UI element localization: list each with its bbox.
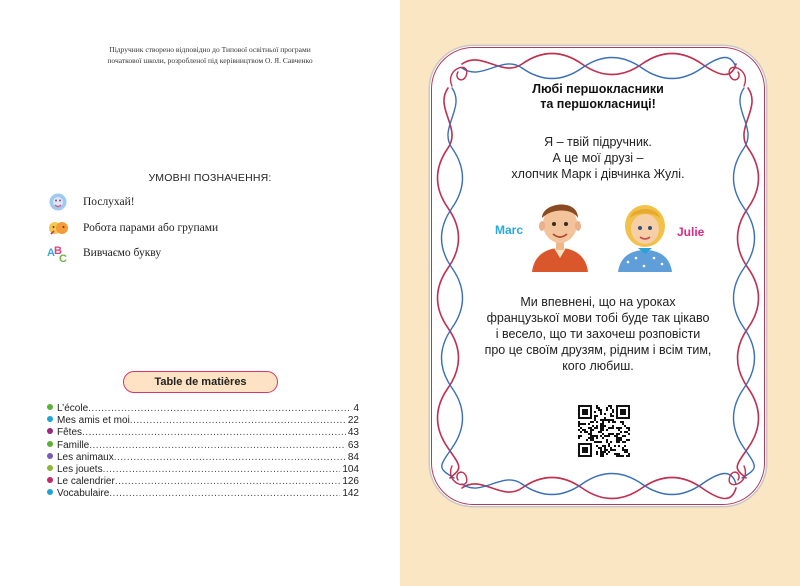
intro-line-1: Я – твій підручник. bbox=[544, 135, 652, 149]
legend-label-listen: Послухай! bbox=[83, 196, 135, 208]
julie-label: Julie bbox=[677, 225, 705, 239]
toc-item[interactable] bbox=[47, 476, 359, 488]
bullet-icon bbox=[47, 465, 53, 471]
pair-work-icon bbox=[47, 218, 69, 238]
card-greeting bbox=[432, 82, 764, 112]
toc-item-label: Mes amis et moi bbox=[57, 415, 130, 427]
toc-item-page: 43 bbox=[347, 427, 359, 439]
welcome-card bbox=[431, 47, 765, 505]
program-credits bbox=[40, 44, 380, 66]
marc-label: Marc bbox=[495, 223, 524, 237]
qr-code-icon[interactable] bbox=[578, 405, 630, 457]
toc-item[interactable] bbox=[47, 464, 359, 476]
intro-line-2: А це мої друзі – bbox=[552, 151, 644, 165]
toc-item[interactable] bbox=[47, 440, 359, 452]
legend-item-listen bbox=[47, 192, 135, 212]
body-line-2: французької мови тобі буде так цікаво bbox=[486, 311, 710, 325]
toc-item-page: 104 bbox=[342, 463, 359, 475]
svg-text:B: B bbox=[54, 245, 62, 257]
toc-leader-dots bbox=[88, 403, 351, 415]
table-of-contents bbox=[47, 403, 359, 501]
listen-icon bbox=[47, 192, 69, 212]
toc-item-page: 63 bbox=[347, 439, 359, 451]
body-line-3: і весело, що ти захочеш розповісти bbox=[495, 327, 701, 341]
legend-label-letters: Вивчаємо букву bbox=[83, 247, 162, 259]
card-intro bbox=[432, 134, 764, 182]
toc-item-page: 22 bbox=[347, 415, 359, 427]
card-title-line-1: Любі першокласники bbox=[532, 82, 664, 96]
toc-item-label: Vocabulaire bbox=[57, 488, 110, 500]
toc-item-label: Les animaux bbox=[57, 451, 114, 463]
toc-item[interactable] bbox=[47, 415, 359, 427]
toc-item[interactable] bbox=[47, 488, 359, 500]
toc-leader-dots bbox=[82, 427, 346, 439]
marc-illustration bbox=[528, 196, 592, 272]
toc-leader-dots bbox=[114, 452, 346, 464]
credits-line-2: початкової школи, розробленої під керівництвом О. Я. Савченко bbox=[107, 56, 313, 65]
card-title-line-2: та першокласниці! bbox=[540, 97, 656, 111]
bullet-icon bbox=[47, 428, 53, 434]
toc-item-page: 126 bbox=[342, 476, 359, 488]
bullet-icon bbox=[47, 453, 53, 459]
bullet-icon bbox=[47, 477, 53, 483]
body-line-5: кого любиш. bbox=[562, 359, 634, 373]
bullet-icon bbox=[47, 416, 53, 422]
svg-text:C: C bbox=[59, 253, 67, 263]
body-line-4: про це своїм друзям, рідним і всім тим, bbox=[484, 343, 712, 357]
abc-letters-icon bbox=[47, 243, 69, 263]
legend-title: УМОВНІ ПОЗНАЧЕННЯ: bbox=[148, 172, 272, 184]
julie-illustration bbox=[614, 198, 676, 272]
toc-item-label: Les jouets bbox=[57, 463, 103, 475]
toc-item-label: Famille bbox=[57, 439, 90, 451]
bullet-icon bbox=[47, 441, 53, 447]
intro-line-3: хлопчик Марк і дівчинка Жулі. bbox=[511, 167, 685, 181]
toc-item-page: 142 bbox=[342, 488, 359, 500]
toc-item-label: L’école bbox=[57, 403, 89, 414]
toc-title: Table de matières bbox=[123, 371, 278, 393]
toc-leader-dots bbox=[103, 464, 341, 476]
toc-item[interactable] bbox=[47, 452, 359, 464]
toc-item[interactable] bbox=[47, 403, 359, 415]
toc-leader-dots bbox=[89, 440, 346, 452]
credits-line-1: Підручник створено відповідно до Типової освітньої програми bbox=[109, 45, 311, 54]
toc-item[interactable] bbox=[47, 427, 359, 439]
toc-leader-dots bbox=[109, 488, 340, 500]
toc-item-page: 84 bbox=[347, 451, 359, 463]
legend-label-pair-work: Робота парами або групами bbox=[83, 222, 219, 234]
toc-item-page: 4 bbox=[353, 403, 359, 414]
card-message bbox=[444, 294, 752, 374]
toc-item-label: Le calendrier bbox=[57, 476, 115, 488]
svg-text:A: A bbox=[47, 247, 55, 259]
bullet-icon bbox=[47, 404, 53, 410]
legend-item-pair-work bbox=[47, 218, 218, 238]
toc-leader-dots bbox=[115, 476, 341, 488]
toc-leader-dots bbox=[130, 415, 346, 427]
legend-item-letters bbox=[47, 243, 161, 263]
bullet-icon bbox=[47, 489, 53, 495]
toc-item-label: Fêtes bbox=[57, 427, 83, 439]
body-line-1: Ми впевнені, що на уроках bbox=[520, 295, 676, 309]
